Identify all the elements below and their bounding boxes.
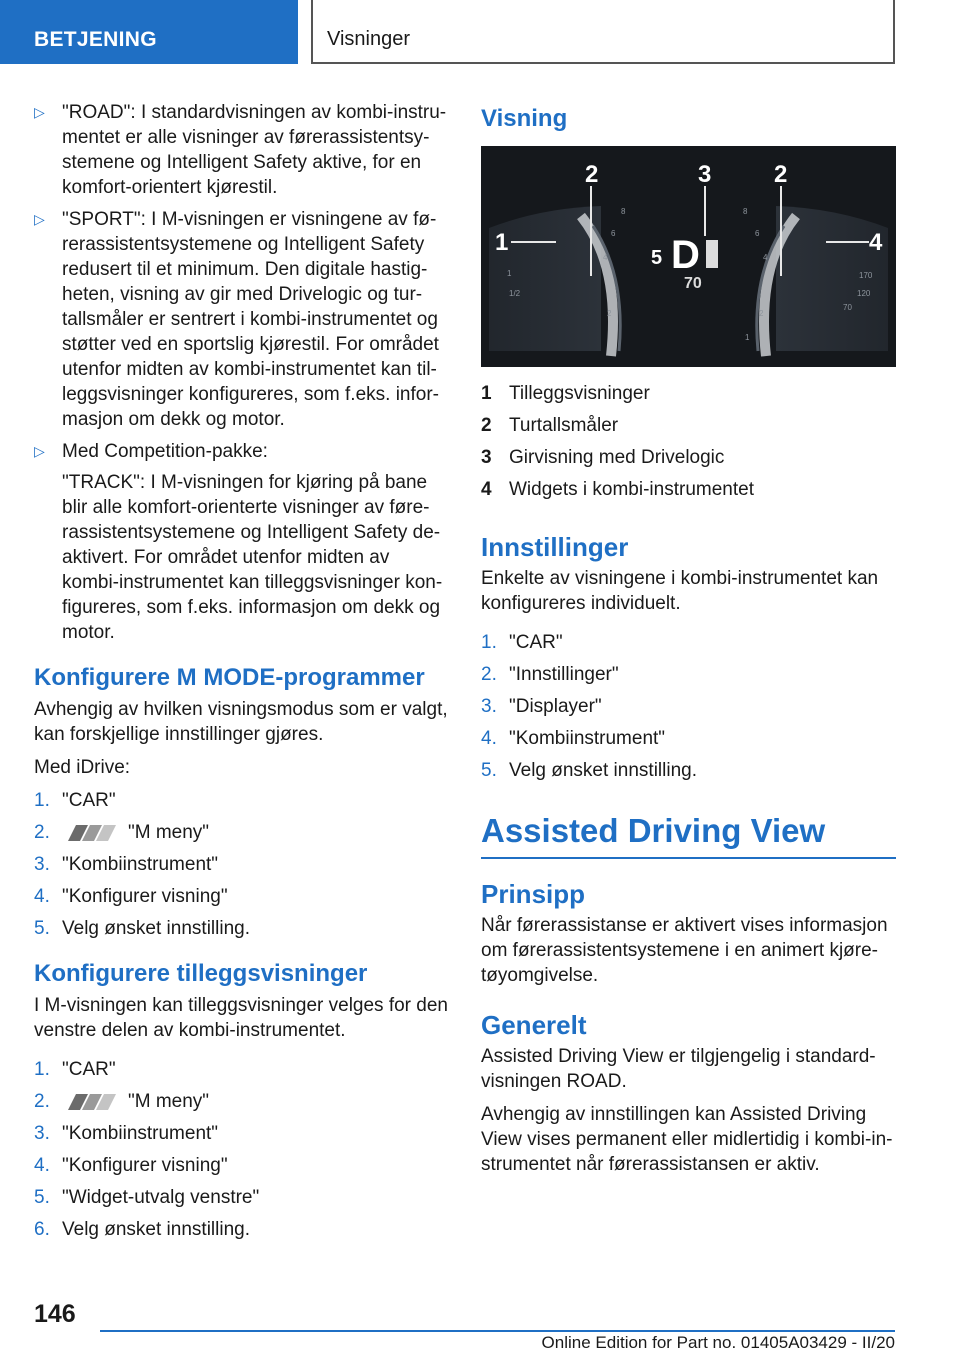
svg-text:2: 2 [607,309,612,318]
steps-additional [34,1057,448,1242]
svg-text:8: 8 [743,207,748,216]
list-item: 3. "Kombiinstrument" [34,1123,219,1144]
heading-generelt: Generelt [481,1010,587,1040]
steps-m-mode [34,788,448,941]
section-tab: BETJENING [0,0,298,64]
paragraph: I M-visningen kan tilleggsvisninger velges for den venstre delen av kombi-instrumentet. [34,995,448,1041]
heading-innstillinger: Innstillinger [481,532,629,562]
svg-text:8: 8 [621,207,626,216]
triangle-right-icon: ▷ [34,211,45,227]
list-item: 2. "Innstillinger" [481,664,619,685]
paragraph: Når førerassistanse er aktivert vises informasjon om førerassistentsystemene i en animert kjøre-tøyomgivelse. [481,915,888,986]
gear-indicator: D [671,233,700,277]
svg-text:120: 120 [857,289,871,298]
paragraph: Med iDrive: [34,757,131,778]
list-item: 3. "Displayer" [481,696,602,717]
list-item: 6. Velg ønsket innstilling. [34,1219,250,1240]
edition-text: Online Edition for Part no. 01405A03429 - II/20 [541,1333,895,1352]
list-item: 4. "Konfigurer visning" [34,1155,228,1176]
heading-visning: Visning [481,105,568,132]
triangle-right-icon: ▷ [34,443,45,459]
svg-text:1/2: 1/2 [509,289,521,298]
speed-readout: 70 [684,275,702,292]
svg-text:70: 70 [843,303,852,312]
svg-text:4: 4 [763,253,768,262]
legend-row: 3 Girvisning med Drivelogic [481,447,725,468]
chapter-title: Visninger [311,0,895,64]
heading-configure-m-mode: Konfigurere M MODE-programmer [34,664,425,691]
m-stripes-icon [62,823,118,843]
list-item: 5. "Widget-utvalg venstre" [34,1187,260,1208]
paragraph: Avhengig av hvilken visningsmodus som er valgt, kan forskjellige innstillinger gjøres. [34,699,448,745]
paragraph: Avhengig av innstillingen kan Assisted Driving View vises permanent eller midlertidig i kombi-in-strumentet når førerassistansen er aktiv. [481,1104,893,1175]
svg-text:1: 1 [507,269,512,278]
callout-3: 3 [698,161,712,188]
steps-innstillinger [481,630,896,783]
footer-divider [100,1330,895,1332]
m-stripes-icon [62,1092,118,1112]
page-number: 146 [34,1300,76,1328]
paragraph: Assisted Driving View er tilgjengelig i standard-visningen ROAD. [481,1046,876,1092]
list-item: 5. Velg ønsket innstilling. [481,760,697,781]
callout-2-left: 2 [585,161,599,188]
legend-row: 1 Tilleggsvisninger [481,383,650,404]
list-item: 2. "M meny" [34,1091,210,1112]
svg-text:6: 6 [611,229,616,238]
svg-text:4: 4 [603,253,608,262]
heading-prinsipp: Prinsipp [481,879,586,909]
right-column [481,100,896,1177]
bullet-road: ▷ "ROAD": I standardvisningen av kombi-instru-mentet er alle visninger av førerassistentsy-stemene og Intelligent Safety aktive, for en komfort-orientert kjørestil. [34,102,447,198]
svg-text:2: 2 [759,309,764,318]
list-item: 1. "CAR" [34,790,116,811]
instrument-cluster-image [481,146,896,367]
svg-text:1: 1 [745,333,750,342]
list-item: 4. "Konfigurer visning" [34,886,228,907]
bullet-track-text: "TRACK": I M-visningen for kjøring på bane blir alle komfort-orienterte visninger av føre-rassistentsystemene og Intelligent Safety de-aktivert. For området utenfor midten av kombi-instrumentet kan tilleggsvisninger kon-figureres, som f.eks. informasjon om dekk og motor. [62,472,443,643]
list-item: 5. Velg ønsket innstilling. [34,918,250,939]
list-item: 1. "CAR" [34,1059,116,1080]
list-item: 4. "Kombiinstrument" [481,728,666,749]
list-item: 1. "CAR" [481,632,563,653]
list-item: 3. "Kombiinstrument" [34,854,219,875]
callout-1: 1 [495,229,509,256]
image-legend [481,381,896,502]
bullet-competition: ▷ Med Competition-pakke: "TRACK": I M-visningen for kjøring på bane blir alle komfort-orienterte visninger av føre-rassistentsystemene og Intelligent Safety de-aktivert. For området utenfor midten av kombi-instrumentet kan tilleggsvisninger kon-figureres, som f.eks. informasjon om dekk og motor. [34,439,448,645]
heading-configure-additional: Konfigurere tilleggsvisninger [34,960,368,987]
legend-row: 2 Turtallsmåler [481,415,619,436]
bullet-sport: ▷ "SPORT": I M-visningen er visningene av fø-rerassistentsystemene og Intelligent Safety redusert til et minimum. Den digitale hastig-heten, visning av gir med Drivelogic og tur-tallsmåler er sentrert i kombi-instrumentet og støtter ved en sportslig kjørestil. For området utenfor midten av kombi-instrumentet kan til-leggsvisninger konfigureres, som f.eks. infor-masjon om dekk og motor. [34,209,439,430]
triangle-right-icon: ▷ [34,104,45,120]
list-item: 2. "M meny" [34,822,210,843]
paragraph: Enkelte av visningene i kombi-instrumentet kan konfigureres individuelt. [481,568,879,614]
legend-row: 4 Widgets i kombi-instrumentet [481,479,754,500]
svg-text:6: 6 [755,229,760,238]
callout-4: 4 [869,229,883,256]
heading-assisted-driving-view: Assisted Driving View [481,809,896,859]
svg-text:170: 170 [859,271,873,280]
gear-prefix: 5 [651,247,663,269]
callout-2-right: 2 [774,161,788,188]
left-column [34,100,448,1249]
